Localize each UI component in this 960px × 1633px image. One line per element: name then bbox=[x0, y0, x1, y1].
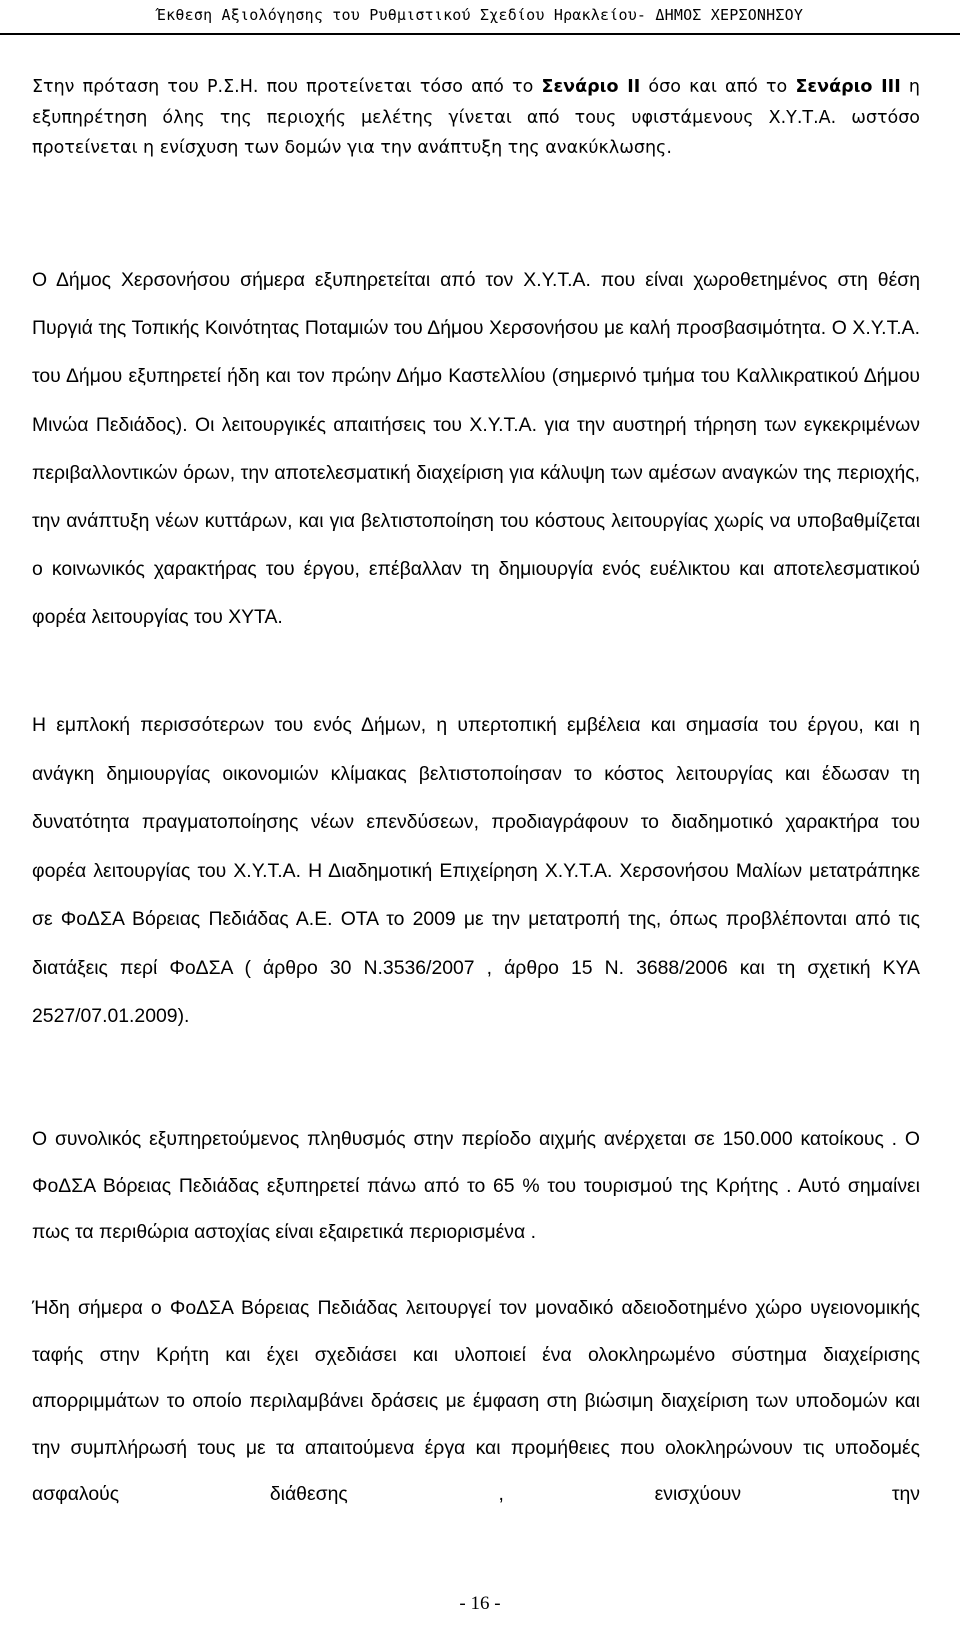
paragraph-population: Ο συνολικός εξυπηρετούμενος πληθυσμός στην περίοδο αιχμής ανέρχεται σε 150.000 κατοίκους . Ο ΦοΔΣΑ Βόρειας Πεδιάδας εξυπηρετεί πάνω από το 65 % του τουρισμού της Κρήτης . Αυτό σημαίνει πως τα περιθώρια αστοχίας είναι εξαιρετικά περιορισμένα . bbox=[32, 1128, 920, 1243]
bold-scenario-ii: Σενάριο ΙΙ bbox=[541, 77, 641, 97]
paragraph-text: η εξυπηρέτηση όλης της περιοχής μελέτης γίνεται από τους υφιστάμενους Χ.Υ.Τ.Α. ωστόσο προτείνεται η ενίσχυση των δομών για την ανάπτυξη της ανακύκλωσης. bbox=[32, 77, 920, 159]
paragraph-intermunicipal: Η εμπλοκή περισσότερων του ενός Δήμων, η υπερτοπική εμβέλεια και σημασία του έργου, και η ανάγκη δημιουργίας οικονομιών κλίμακας βελτιστοποίησαν το κόστος λειτουργίας και έδωσαν τη δυνατότητα πραγματοποίησης νέων επενδύσεων, προδιαγράφουν το διαδημοτικό χαρακτήρα του φορέα λειτουργίας του Χ.Υ.Τ.Α. Η Διαδημοτική Επιχείρηση Χ.Υ.Τ.Α. Χερσονήσου Μαλίων μετατράπηκε σε ΦοΔΣΑ Βόρειας Πεδιάδας Α.Ε. ΟΤΑ το 2009 με την μετατροπή της, όπως προβλέπονται από τις διατάξεις περί ΦοΔΣΑ ( άρθρο 30 Ν.3536/2007 , άρθρο 15 Ν. 3688/2006 και τη σχετική ΚΥΑ 2527/07.01.2009). bbox=[32, 714, 920, 1027]
header-rule bbox=[0, 33, 960, 35]
running-header: Έκθεση Αξιολόγησης του Ρυθμιστικού Σχεδίου Ηρακλείου- ΔΗΜΟΣ ΧΕΡΣΟΝΗΣΟΥ bbox=[156, 6, 804, 24]
page-number: - 16 - bbox=[459, 1593, 501, 1614]
paragraph-xyta-service: Ο Δήμος Χερσονήσου σήμερα εξυπηρετείται από τον Χ.Υ.Τ.Α. που είναι χωροθετημένος στη θέση Πυργιά της Τοπικής Κοινότητας Ποταμιών του Δήμου Χερσονήσου με καλή προσβασιμότητα. Ο Χ.Υ.Τ.Α. του Δήμου εξυπηρετεί ήδη και τον πρώην Δήμο Καστελλίου (σημερινό τμήμα του Καλλικρατικού Δήμου Μινώα Πεδιάδος). Οι λειτουργικές απαιτήσεις του Χ.Υ.Τ.Α. για την αυστηρή τήρηση των εγκεκριμένων περιβαλλοντικών όρων, την αποτελεσματική διαχείριση για κάλυψη των αμέσων αναγκών της περιοχής, την ανάπτυξη νέων κυττάρων, και για βελτιστοποίηση του κόστους λειτουργίας χωρίς να υποβαθμίζεται ο κοινωνικός χαρακτήρας του έργου, επέβαλλαν τη δημιουργία ενός ευέλικτου και αποτελεσματικού φορέα λειτουργίας του ΧΥΤΑ. bbox=[32, 269, 920, 629]
bold-scenario-iii: Σενάριο ΙΙΙ bbox=[795, 77, 901, 97]
paragraph-fodsa: Ήδη σήμερα ο ΦοΔΣΑ Βόρειας Πεδιάδας λειτουργεί τον μοναδικό αδειοδοτημένο χώρο υγειονομικής ταφής στην Κρήτη και έχει σχεδιάσει και υλοποιεί ένα ολοκληρωμένο σύστημα διαχείρισης απορριμμάτων το οποίο περιλαμβάνει δράσεις με έμφαση στη βιώσιμη διαχείριση των υποδομών και την συμπλήρωσή τους με τα απαιτούμενα έργα και προμήθειες που ολοκληρώνουν τις υποδομές ασφαλούς διάθεσης , ενισχύουν την bbox=[32, 1297, 920, 1505]
paragraph-scenario bbox=[32, 72, 920, 164]
paragraph-text: όσο και από το bbox=[640, 77, 796, 97]
paragraph-text: Στην πρόταση του Ρ.Σ.Η. που προτείνεται τόσο από το bbox=[32, 77, 542, 97]
